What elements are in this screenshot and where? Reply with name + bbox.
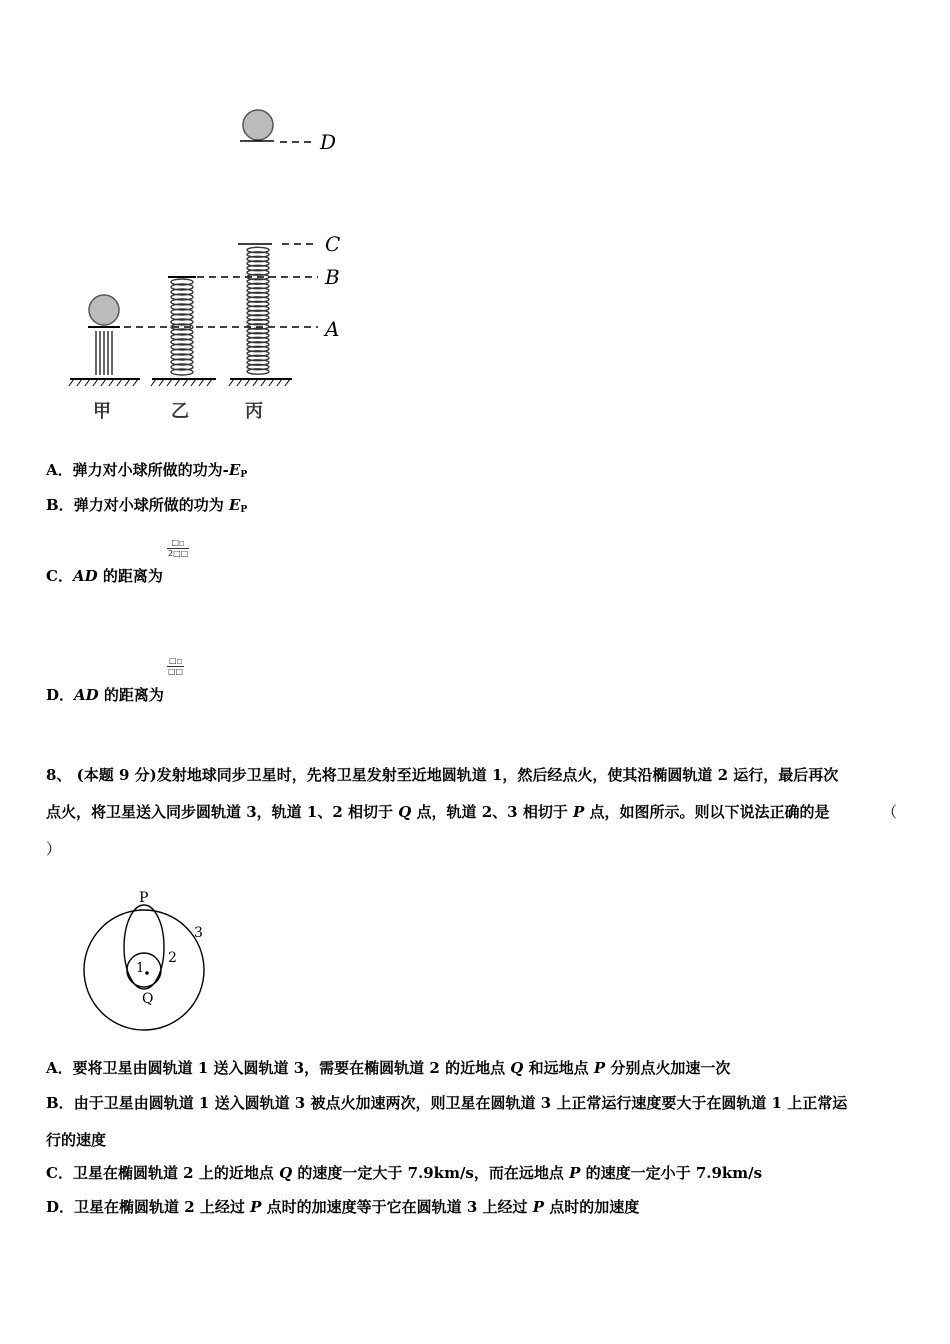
- label-3: 3: [194, 925, 203, 941]
- q8-stem-line1: 8、 (本题 9 分)发射地球同步卫星时，先将卫星发射至近地圆轨道 1，然后经点火，使其沿椭圆轨道 2 运行，最后再次: [46, 766, 839, 784]
- orbit-2: [124, 905, 164, 989]
- q7-option-a[interactable]: A．弹力对小球所做的功为$-E_P$: [46, 461, 248, 480]
- label-c: C: [325, 232, 341, 256]
- orbit-figure: [80, 885, 210, 1040]
- label-d: D: [320, 130, 337, 154]
- earth-center: [145, 971, 149, 975]
- caption-bing: 丙: [245, 401, 263, 422]
- label-a: A: [325, 317, 340, 341]
- q8-stem: [46, 757, 906, 868]
- q7-option-d[interactable]: D．AD 的距离为: [46, 686, 164, 704]
- caption-jia: 甲: [93, 401, 111, 422]
- label-1: 1: [136, 961, 145, 976]
- q8-stem-line3: ）: [46, 840, 62, 858]
- label-p: P: [139, 890, 149, 906]
- q7-c-fraction: □□ 2□□: [168, 538, 189, 558]
- q8-option-b[interactable]: B．由于卫星由圆轨道 1 送入圆轨道 3 被点火加速两次，则卫星在圆轨道 3 上正常运行速度要大于在圆轨道 1 上正常运 行的速度: [46, 1094, 848, 1149]
- q7-option-c[interactable]: C．AD 的距离为: [46, 567, 163, 585]
- ball-top: [243, 110, 273, 140]
- spring-ball-figure: [60, 100, 360, 425]
- q8-option-d[interactable]: D．卫星在椭圆轨道 2 上经过 P 点时的加速度等于它在圆轨道 3 上经过 P 点时的加速度: [46, 1198, 640, 1216]
- q8-stem-line2: 点火，将卫星送入同步圆轨道 3，轨道 1、2 相切于 Q 点，轨道 2、3 相切于 P 点，如图所示。则以下说法正确的是 （: [46, 803, 898, 821]
- label-b: B: [325, 265, 340, 289]
- q7-option-b[interactable]: B．弹力对小球所做的功为 $E_P$: [46, 496, 248, 515]
- ball-jia: [89, 295, 119, 325]
- caption-yi: 乙: [171, 401, 189, 422]
- q8-option-c[interactable]: C．卫星在椭圆轨道 2 上的近地点 Q 的速度一定大于 7.9km/s，而在远地点 P 的速度一定小于 7.9km/s: [46, 1164, 763, 1182]
- label-2: 2: [168, 950, 177, 966]
- q8-option-a[interactable]: A．要将卫星由圆轨道 1 送入圆轨道 3，需要在椭圆轨道 2 的近地点 Q 和远地点 P 分别点火加速一次: [46, 1059, 731, 1077]
- q7-d-fraction: □□ □□: [168, 656, 184, 676]
- label-q: Q: [142, 991, 154, 1007]
